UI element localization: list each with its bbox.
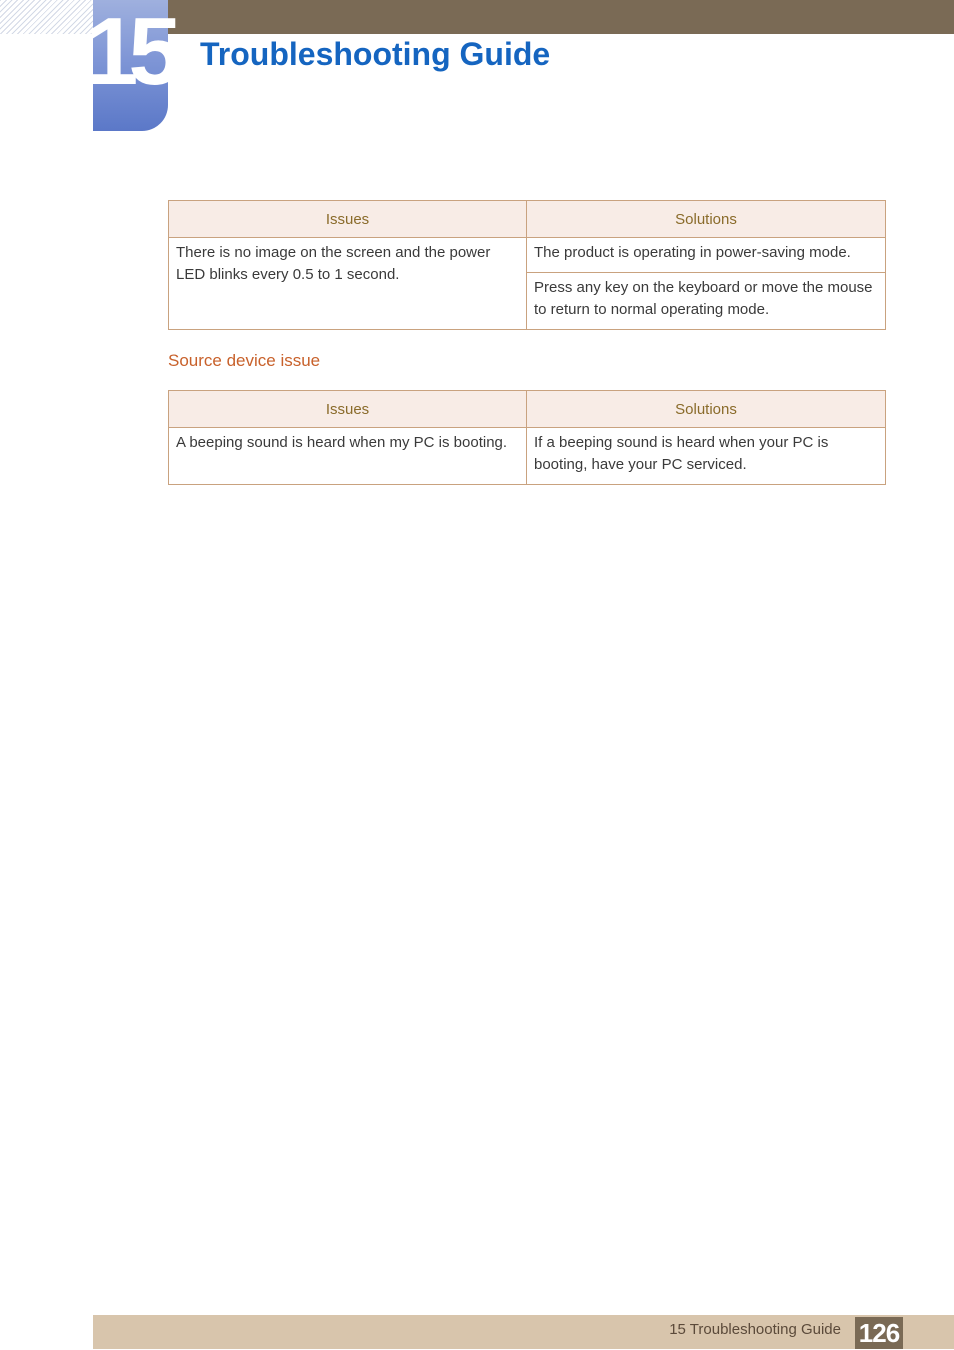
solution-cell: If a beeping sound is heard when your PC is booting, have your PC serviced.	[527, 428, 886, 485]
header-bar	[168, 0, 954, 34]
troubleshooting-table-power	[168, 200, 886, 330]
table-row	[169, 238, 886, 273]
page-title: Troubleshooting Guide	[200, 36, 551, 72]
table-header-row	[169, 201, 886, 238]
column-header-solutions: Solutions	[527, 391, 886, 428]
page-number: 126	[855, 1317, 903, 1349]
section-heading: Source device issue	[168, 351, 321, 370]
table-header-row	[169, 391, 886, 428]
solution-cell: Press any key on the keyboard or move the mouse to return to normal operating mode.	[527, 273, 886, 330]
solution-cell: The product is operating in power-saving mode.	[527, 238, 886, 273]
issue-cell: A beeping sound is heard when my PC is booting.	[169, 428, 527, 485]
footer-chapter-label: 15 Troubleshooting Guide	[669, 1321, 841, 1338]
troubleshooting-table-source-device	[168, 390, 886, 485]
column-header-solutions: Solutions	[527, 201, 886, 238]
issue-cell: There is no image on the screen and the power LED blinks every 0.5 to 1 second.	[169, 238, 527, 330]
chapter-number: 15	[85, 0, 172, 105]
header-hatch-decoration	[0, 0, 93, 34]
column-header-issues: Issues	[169, 391, 527, 428]
table-row	[169, 428, 886, 485]
chapter-number-block	[85, 0, 172, 131]
footer-bar	[93, 1315, 954, 1349]
column-header-issues: Issues	[169, 201, 527, 238]
